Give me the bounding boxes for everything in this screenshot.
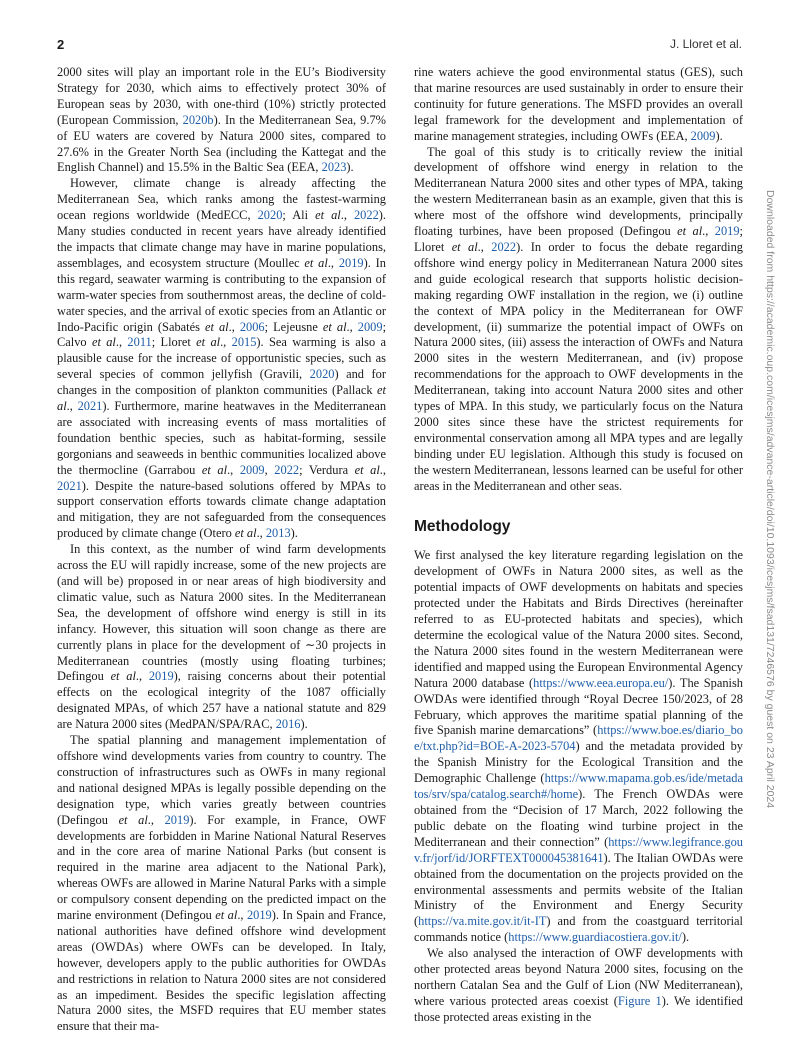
- text: ; Lloret: [414, 224, 743, 254]
- text: ) and for changes in the composition of plankton communities (Pallack: [57, 367, 386, 398]
- text: .,: [147, 812, 165, 827]
- left-column: [57, 65, 386, 1035]
- citation-link[interactable]: 2022: [353, 208, 379, 223]
- text: .,: [237, 908, 247, 923]
- figure-link[interactable]: Figure 1: [617, 993, 662, 1008]
- citation-link[interactable]: 2021: [77, 399, 103, 414]
- download-sidebar: [764, 190, 780, 870]
- text: ). In order to focus the debate regarding offshore wind energy policy in Mediterranean Natura 2000 sites and guide ecological research that supports holistic decision-making regarding OWF installation in the region, we (i) outline the context of MPA policy in the Mediterranean for OWF development, (ii) summarize the potential impact of OWFs on Natura 2000 sites, (iii) assess the interaction of OWFs and Natura 2000 sites in the western Mediterranean, and (iv) propose recommendations for the approach to OWF developments in the Mediterranean, taking into account Natura 2000 sites and other types of MPA. In this study, we particularly focus on the Natura 2000 sites since these have the strictest requirements for environmental conservation among all MPA types and are legally binding under EU legislation. Although this study is focused on the western Mediterranean, lessons learned can be useful for other areas in the Mediterranean and other seas.: [414, 239, 743, 493]
- italic-text: et al: [91, 335, 116, 350]
- page-header: [0, 37, 800, 53]
- italic-text: et al: [204, 319, 229, 334]
- text: ; Lloret: [151, 335, 197, 350]
- text: ; Verdura: [299, 462, 355, 477]
- citation-link[interactable]: 2011: [127, 335, 152, 350]
- italic-text: et al: [196, 335, 221, 350]
- citation-link[interactable]: 2019: [148, 669, 174, 684]
- text: ) and from the coastguard territorial commands notice (: [414, 914, 743, 945]
- text: rine waters achieve the good environmental status (GES), such that marine resources are used sustainably in order to ensure their continuity for future generations. The MSFD provides an overall legal framework for the development and implementation of marine management strategies, including OWFs (EEA,: [414, 65, 743, 143]
- text: .,: [340, 208, 354, 223]
- text: In this context, as the number of wind farm developments across the EU will rapidly increase, some of the new projects are (and will be) proposed in or near areas of high biodiversity and climatic value, such as Natura 2000 sites. In the Mediterranean Sea, the development of offshore wind energy is still in its infancy. However, this situation will soon change as there are currently plans in place for the development of ∼30 projects in Mediterranean countries (mostly using floating turbines; Defingou: [57, 542, 386, 684]
- citation-link[interactable]: 2022: [491, 239, 517, 254]
- italic-text: et al: [118, 812, 148, 827]
- italic-text: et al: [322, 319, 347, 334]
- text: .,: [327, 255, 339, 270]
- italic-text: et al: [234, 526, 257, 541]
- italic-text: et al: [201, 462, 228, 477]
- paragraph: [414, 65, 743, 145]
- citation-link[interactable]: 2013: [265, 526, 291, 541]
- paragraph: [57, 176, 386, 542]
- text: .,: [477, 239, 492, 254]
- text: However, climate change is already affecting the Mediterranean Sea, which ranks among the fastest-warming ocean regions worldwide (MedECC,: [57, 176, 386, 223]
- running-head: J. Lloret et al.: [669, 37, 742, 51]
- text: .,: [135, 669, 149, 684]
- italic-text: et al: [57, 383, 386, 414]
- text: ). The Spanish OWDAs were identified through “Royal Decree 150/2023, of 28 February, which approves the maritime spatial planning of the five Spanish marine demarcations” (: [414, 675, 743, 738]
- paragraph: [57, 65, 386, 176]
- text: ; Lejeusne: [264, 319, 323, 334]
- text: ). Despite the nature-based solutions offered by MPAs to support conservation efforts towards climate change adaptation and mitigation, they are not safeguarded from the consequences produced by climate change (Otero: [57, 478, 386, 541]
- url-link[interactable]: https://va.mite.gov.it/it-IT: [418, 914, 547, 929]
- text: ), raising concerns about their potential effects on the ecological integrity of the 1087 officially designated MPAs, of which 257 have a national statute and 829 are Natura 2000 sites (MedPAN/SPA/RAC,: [57, 669, 386, 732]
- text: .,: [379, 462, 386, 477]
- citation-link[interactable]: 2023: [321, 160, 347, 175]
- url-link[interactable]: https://www.legifrance.gouv.fr/jorf/id/JORFTEXT000045381641: [414, 834, 743, 865]
- citation-link[interactable]: 2009: [357, 319, 383, 334]
- citation-link[interactable]: 2009: [239, 462, 265, 477]
- paragraph: [414, 548, 743, 946]
- citation-link[interactable]: 2006: [239, 319, 265, 334]
- text: ). In the Mediterranean Sea, 9.7% of EU waters are covered by Natura 2000 sites, compared to 27.6% in the Greater North Sea (including the Kattegat and the English Channel) and 15.5% in the Baltic Sea (EEA,: [57, 112, 386, 175]
- citation-link[interactable]: 2015: [231, 335, 257, 350]
- page-number: 2: [57, 37, 65, 52]
- italic-text: et al: [315, 208, 341, 223]
- italic-text: et al: [215, 908, 238, 923]
- text: ). Sea warming is also a plausible cause for the increase of opportunistic species, such as several species of common jellyfish (Gravili,: [57, 335, 386, 382]
- citation-link[interactable]: 2009: [690, 128, 716, 143]
- paragraph: [414, 946, 743, 1026]
- text: We also analysed the interaction of OWF developments with other protected areas beyond Natura 2000 sites, focusing on the northern Catalan Sea and the Gulf of Lion (NW Mediterranean), where various protected areas coexist (: [414, 946, 743, 1008]
- url-link[interactable]: https://www.eea.europa.eu/: [533, 675, 669, 690]
- text: We first analysed the key literature regarding legislation on the development of OWFs in Natura 2000 sites, as well as the potential impacts of OWF developments on habitats and species protected under the Habitats and Birds Directives (hereinafter referred to as EU-protected habitats and species), which determine the ecological value of the Natura 2000 sites. Second, the Natura 2000 sites found in the western Mediterranean were identified and mapped using the European Environmental Agency Natura 2000 database (: [414, 548, 743, 690]
- text: The spatial planning and management implementation of offshore wind developments varies from country to country. The construction of infrastructures such as OWFs in many regional and national designed MPAs is legally possible depending on the designation type, which varies greatly between countries (Defingou: [57, 733, 386, 827]
- paragraph: [57, 542, 386, 733]
- text: ).: [346, 160, 354, 175]
- text: 2000 sites will play an important role in the EU’s Biodiversity Strategy for 2030, which aims to effectively protect 30% of European seas by 2030, with one-third (10%) strictly protected (European Commission,: [57, 65, 386, 127]
- citation-link[interactable]: 2020b: [182, 112, 214, 127]
- text: ). Furthermore, marine heatwaves in the Mediterranean are associated with increasing events of mass mortalities of foundation benthic species, such as habitat-forming, sessile gorgonians and seaweeds in benthic communities localized above the thermocline (Garrabou: [57, 399, 387, 477]
- text: ). In this regard, seawater warming is contributing to the expansion of warm-water species from southernmost areas, the decline of cold-water species, and the arrival of exotic species from an Atlantic or Indo-Pacific origin (Sabatés: [57, 255, 386, 334]
- italic-text: et al: [354, 462, 380, 477]
- text: ) and the metadata provided by the Spanish Ministry for the Ecological Transition and the Demographic Challenge (: [414, 739, 743, 786]
- download-notice: Downloaded from https://academic.oup.com/icesjms/advance-article/doi/10.1093/icesjms/fsad131/7246576 by guest on 23 April 2024: [764, 190, 776, 809]
- citation-link[interactable]: 2019: [714, 224, 740, 239]
- text: ).: [300, 717, 308, 732]
- paragraph: [57, 733, 386, 1035]
- citation-link[interactable]: 2022: [274, 462, 300, 477]
- text: ; Ali: [282, 208, 316, 223]
- text: ). In Spain and France, national authorities have defined offshore wind development areas (OWDAs) where OWFs can be developed. In Italy, however, developers apply to the public authorities for OWDAs and restrictions in relation to Natura 2000 sites are not considered as an impediment. Besides the specific legislation affecting Natura 2000 sites, the MSFD requires that EU member states ensure that their ma-: [57, 908, 386, 1034]
- text: The goal of this study is to critically review the initial development of offshore wind energy in relation to the Mediterranean Natura 2000 sites and other types of MPA, taking the western Mediterranean basin as an example, given that this is where most of the offshore wind developments, principally floating turbines, have been proposed (Defingou: [414, 144, 743, 239]
- text: .,: [220, 335, 232, 350]
- text: .,: [256, 526, 266, 541]
- citation-link[interactable]: 2016: [275, 717, 301, 732]
- text: ).: [681, 930, 690, 945]
- text: ). The French OWDAs were obtained from the “Decision of 17 March, 2022 following the public debate on the floating wind turbine project in the Mediterranean and their connection” (: [414, 787, 743, 849]
- text: ; Calvo: [57, 319, 387, 350]
- italic-text: et al: [304, 255, 328, 270]
- url-link[interactable]: https://www.boe.es/diario_boe/txt.php?id=BOE-A-2023-5704: [414, 723, 743, 754]
- text: ,: [264, 462, 275, 477]
- text: .,: [346, 319, 358, 334]
- url-link[interactable]: https://www.mapama.gob.es/ide/metadatos/srv/spa/catalog.search#/home: [414, 771, 743, 802]
- italic-text: et al: [110, 669, 136, 684]
- text: .,: [115, 335, 128, 350]
- citation-link[interactable]: 2021: [57, 478, 82, 493]
- text: .,: [228, 319, 240, 334]
- text: ). For example, in France, OWF developments are forbidden in Marine National Natural Reserves and in the core area of marine National Parks (but consent is required in the marine area adjacent to the National Park), whereas OWFs are allowed in Marine Natural Parks with a simple or compulsory consent depending on the predicted impact on the marine environment (Defingou: [57, 812, 387, 923]
- text: ).: [715, 128, 723, 143]
- text: ). The Italian OWDAs were obtained from the documentation on the projects provided on the environmental assessments and permits website of the Italian Ministry of the Environment and Energy Security (: [414, 850, 743, 929]
- text: .,: [227, 462, 240, 477]
- citation-link[interactable]: 2019: [246, 908, 272, 923]
- section-heading: Methodology: [414, 518, 511, 536]
- paragraph: [414, 145, 743, 495]
- right-column: [414, 65, 743, 1026]
- text: ). Many studies conducted in recent years have already identified the impacts that climate change may have in marine populations, assemblages, and ecosystem structure (Moullec: [57, 208, 386, 270]
- citation-link[interactable]: 2020: [257, 208, 283, 223]
- italic-text: et al: [451, 239, 478, 254]
- text: ).: [290, 526, 298, 541]
- citation-link[interactable]: 2020: [309, 367, 335, 382]
- text: ). We identified those protected areas existing in the: [414, 993, 743, 1024]
- citation-link[interactable]: 2019: [164, 812, 190, 827]
- url-link[interactable]: https://www.guardiacostiera.gov.it/: [508, 930, 682, 945]
- citation-link[interactable]: 2019: [338, 255, 364, 270]
- text: .,: [66, 399, 78, 414]
- italic-text: et al: [677, 224, 703, 239]
- text: .,: [702, 224, 715, 239]
